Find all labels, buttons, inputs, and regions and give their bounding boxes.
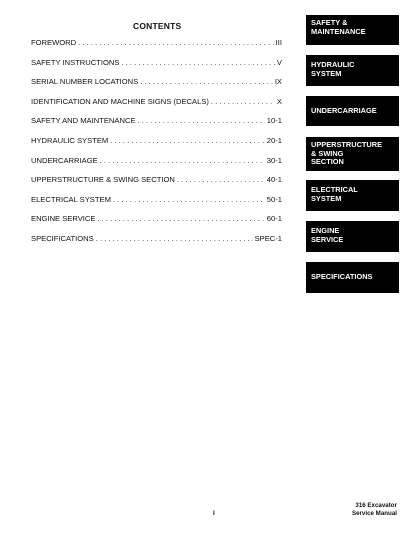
- toc-entry-safety-maintenance[interactable]: [31, 116, 282, 136]
- dot-leader: [138, 116, 265, 125]
- tab-label-line: UNDERCARRIAGE: [311, 106, 377, 115]
- manual-title: 316 Excavator: [355, 502, 397, 509]
- toc-entry-page: IX: [274, 77, 282, 87]
- section-tab-electrical-system[interactable]: [306, 180, 399, 211]
- toc-entry-electrical-system[interactable]: [31, 195, 282, 215]
- toc-entry-label: HYDRAULIC SYSTEM: [31, 135, 109, 145]
- toc-entry-page: X: [276, 96, 282, 106]
- toc-entry-label: IDENTIFICATION AND MACHINE SIGNS (DECALS): [31, 96, 209, 106]
- toc-entry-specifications[interactable]: [31, 234, 282, 254]
- section-tab-upperstructure-swing[interactable]: [306, 137, 399, 171]
- dot-leader: [177, 175, 265, 184]
- tab-label-line: ENGINE: [311, 226, 340, 235]
- toc-entry-label: ENGINE SERVICE: [31, 214, 96, 224]
- tab-label-line: SYSTEM: [311, 193, 342, 203]
- toc-entry-label: SAFETY AND MAINTENANCE: [31, 116, 136, 126]
- tab-label-line: SPECIFICATIONS: [311, 272, 373, 281]
- page-number: I: [213, 510, 215, 517]
- toc-entry-page: 60-1: [266, 214, 282, 224]
- toc-entry-safety-instructions[interactable]: [31, 58, 282, 78]
- toc-entry-page: III: [275, 38, 282, 47]
- toc-entry-page: 40-1: [266, 175, 282, 185]
- contents-title: CONTENTS: [133, 21, 182, 31]
- toc-entry-label: SERIAL NUMBER LOCATIONS: [31, 77, 139, 87]
- toc-entry-label: ELECTRICAL SYSTEM: [31, 194, 111, 204]
- tab-label-line: ELECTRICAL: [311, 185, 358, 194]
- section-tab-specifications[interactable]: [306, 262, 399, 293]
- tab-label-line: SECTION: [311, 157, 344, 167]
- toc-entry-undercarriage[interactable]: [31, 156, 282, 176]
- table-of-contents: [31, 38, 282, 254]
- toc-entry-serial-number-locations[interactable]: [31, 77, 282, 97]
- dot-leader: [211, 97, 275, 106]
- tab-label-line: SYSTEM: [311, 68, 342, 78]
- dot-leader: [97, 214, 264, 223]
- dot-leader: [121, 58, 274, 67]
- toc-entry-page: 50-1: [266, 194, 282, 204]
- tab-label-line: SAFETY &: [311, 18, 348, 27]
- toc-entry-foreword[interactable]: [31, 38, 282, 58]
- toc-entry-label: SPECIFICATIONS: [31, 233, 94, 243]
- toc-entry-label: FOREWORD: [31, 38, 77, 47]
- section-tab-safety-maintenance[interactable]: [306, 15, 399, 45]
- dot-leader: [140, 77, 273, 86]
- toc-entry-identification-signs[interactable]: [31, 97, 282, 117]
- toc-entry-label: UPPERSTRUCTURE & SWING SECTION: [31, 175, 175, 185]
- section-tab-hydraulic-system[interactable]: [306, 55, 399, 86]
- tab-label-line: UPPERSTRUCTURE: [311, 140, 383, 149]
- dot-leader: [96, 234, 253, 243]
- toc-entry-page: 20-1: [266, 135, 282, 145]
- section-tab-undercarriage[interactable]: [306, 96, 399, 126]
- tab-label-line: SERVICE: [311, 234, 344, 244]
- tab-label-line: & SWING: [311, 148, 344, 158]
- toc-entry-engine-service[interactable]: [31, 214, 282, 234]
- manual-subtitle: Service Manual: [351, 510, 397, 517]
- dot-leader: [100, 156, 265, 165]
- tab-label-line: HYDRAULIC: [311, 60, 355, 69]
- dot-leader: [110, 136, 265, 145]
- toc-entry-page: SPEC-1: [254, 233, 282, 243]
- dot-leader: [78, 38, 274, 47]
- toc-entry-hydraulic-system[interactable]: [31, 136, 282, 156]
- toc-entry-upperstructure-swing[interactable]: [31, 175, 282, 195]
- toc-entry-label: UNDERCARRIAGE: [31, 155, 98, 165]
- toc-entry-page: 30-1: [266, 155, 282, 165]
- dot-leader: [113, 195, 265, 204]
- toc-entry-page: 10-1: [266, 116, 282, 126]
- section-tab-engine-service[interactable]: [306, 221, 399, 252]
- toc-entry-label: SAFETY INSTRUCTIONS: [31, 57, 120, 67]
- tab-label-line: MAINTENANCE: [311, 26, 366, 36]
- manual-footer: [352, 502, 397, 518]
- toc-entry-page: V: [276, 57, 282, 67]
